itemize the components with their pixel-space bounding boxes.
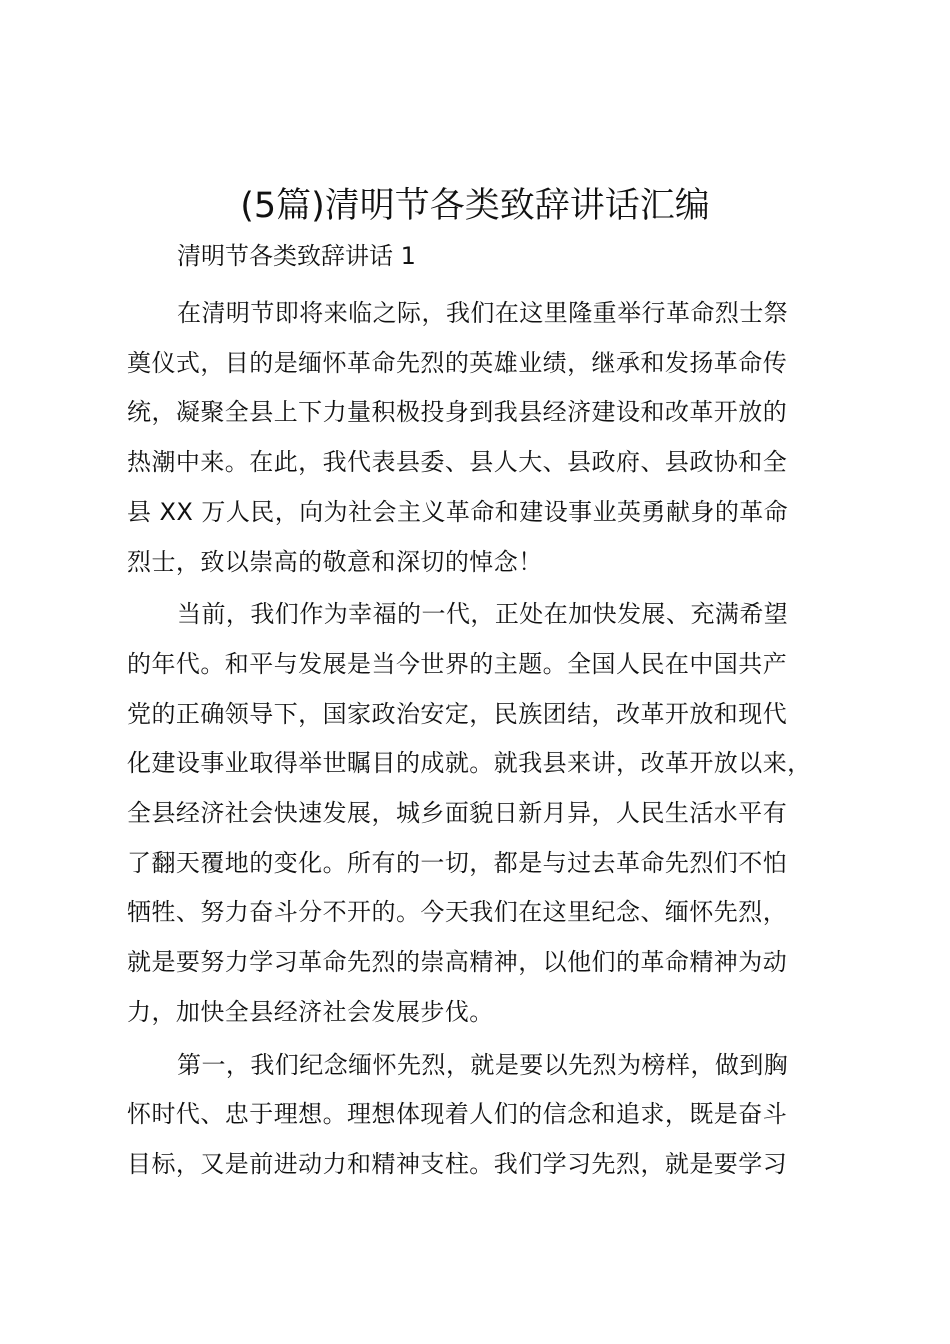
paragraph-line: 力，加快全县经济社会发展步伐。 [127, 997, 494, 1026]
document-title: (5篇)清明节各类致辞讲话汇编 [240, 186, 710, 226]
paragraph-1 [127, 289, 831, 587]
paragraph-line: 了翻天覆地的变化。所有的一切，都是与过去革命先烈们不怕 [127, 848, 788, 877]
paragraph-line: 党的正确领导下，国家政治安定，民族团结，改革开放和现代 [127, 699, 788, 728]
paragraph-line: 烈士，致以崇高的敬意和深切的悼念！ [127, 547, 543, 576]
paragraph-line: 怀时代、忠于理想。理想体现着人们的信念和追求，既是奋斗 [127, 1100, 788, 1129]
paragraph-line: 的年代。和平与发展是当今世界的主题。全国人民在中国共产 [127, 649, 788, 678]
paragraph-line: 在清明节即将来临之际，我们在这里隆重举行革命烈士祭 [177, 299, 789, 327]
document-body [127, 233, 831, 1190]
paragraph-2 [127, 590, 831, 1037]
section-subtitle: 清明节各类致辞讲话 1 [177, 242, 416, 270]
paragraph-line: 奠仪式，目的是缅怀革命先烈的英雄业绩，继承和发扬革命传 [127, 348, 788, 377]
paragraph-line: 目标，又是前进动力和精神支柱。我们学习先烈，就是要学习 [127, 1149, 788, 1178]
paragraph-line: 县 XX 万人民，向为社会主义革命和建设事业英勇献身的革命 [127, 497, 789, 526]
paragraph-line: 热潮中来。在此，我代表县委、县人大、县政府、县政协和全 [127, 448, 788, 477]
paragraph-3 [127, 1041, 831, 1190]
paragraph-line: 牺牲、努力奋斗分不开的。今天我们在这里纪念、缅怀先烈， [127, 898, 788, 927]
paragraph-line: 就是要努力学习革命先烈的崇高精神，以他们的革命精神为动 [127, 948, 788, 977]
paragraph-line: 第一，我们纪念缅怀先烈，就是要以先烈为榜样，做到胸 [177, 1050, 789, 1079]
paragraph-line: 全县经济社会快速发展，城乡面貌日新月异，人民生活水平有 [127, 799, 788, 828]
paragraph-line: 当前，我们作为幸福的一代，正处在加快发展、充满希望 [177, 600, 789, 629]
paragraph-line: 化建设事业取得举世瞩目的成就。就我县来讲，改革开放以来， [127, 749, 812, 778]
paragraph-line: 统，凝聚全县上下力量积极投身到我县经济建设和改革开放的 [127, 398, 788, 427]
